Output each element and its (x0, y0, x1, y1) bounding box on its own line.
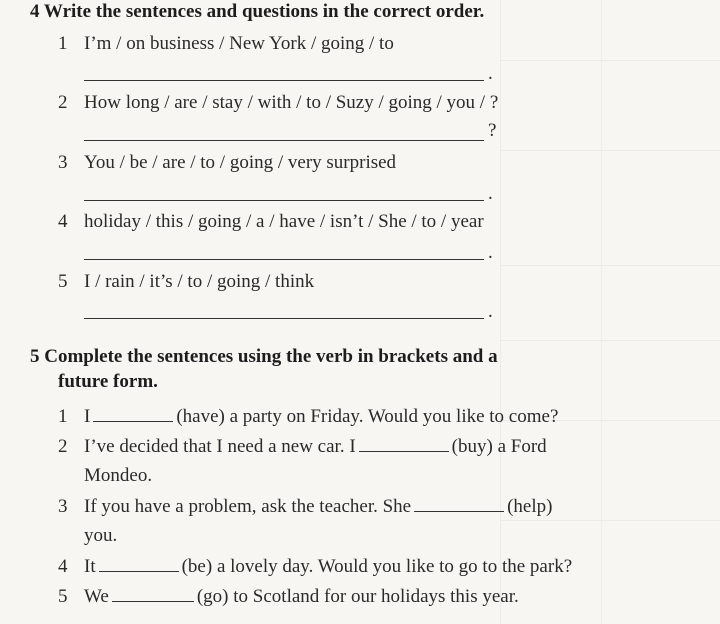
exercise-5-item-3: 3 If you have a problem, ask the teacher. She (help) (58, 496, 553, 517)
exercise-5-item-5: 5 We (go) to Scotland for our holidays this year. (58, 586, 519, 607)
answer-line-5[interactable] (84, 318, 484, 319)
exercise-5-item-1: 1 I (have) a party on Friday. Would you like to come? (58, 406, 559, 427)
exercise-4-item-4: 4 holiday / this / going / a / have / isn’t / She / to / year (58, 211, 484, 232)
answer-line-4[interactable] (84, 259, 484, 260)
blank-input[interactable] (414, 494, 504, 512)
blank-input[interactable] (93, 404, 173, 422)
exercise-5-item-2-cont: Mondeo. (84, 465, 153, 486)
background-page-grid (500, 0, 720, 624)
exercise-4-item-2: 2 How long / are / stay / with / to / Suzy / going / you / ? (58, 92, 499, 113)
exercise-4-item-5: 5 I / rain / it’s / to / going / think (58, 271, 315, 292)
exercise-5-item-2: 2 I’ve decided that I need a new car. I (buy) a Ford (58, 436, 547, 457)
blank-input[interactable] (99, 554, 179, 572)
exercise-5-item-3-cont: you. (84, 525, 118, 546)
answer-line-1[interactable] (84, 80, 484, 81)
answer-line-3[interactable] (84, 200, 484, 201)
blank-input[interactable] (359, 434, 449, 452)
blank-input[interactable] (112, 584, 194, 602)
end-punctuation: . (488, 242, 493, 263)
exercise-5-item-4: 4 It (be) a lovely day. Would you like to go to the park? (58, 556, 573, 577)
exercise-4-item-1: 1 I’m / on business / New York / going / to (58, 33, 394, 54)
exercise-5-title-cont: future form. (58, 371, 158, 392)
answer-line-2[interactable] (84, 140, 484, 141)
end-punctuation: . (488, 301, 493, 322)
end-punctuation: ? (488, 120, 497, 141)
exercise-4-item-3: 3 You / be / are / to / going / very surprised (58, 152, 397, 173)
end-punctuation: . (488, 63, 493, 84)
end-punctuation: . (488, 183, 493, 204)
exercise-5-title: 5 Complete the sentences using the verb in brackets and a (30, 346, 498, 367)
exercise-4-title: 4 Write the sentences and questions in the correct order. (30, 1, 485, 22)
